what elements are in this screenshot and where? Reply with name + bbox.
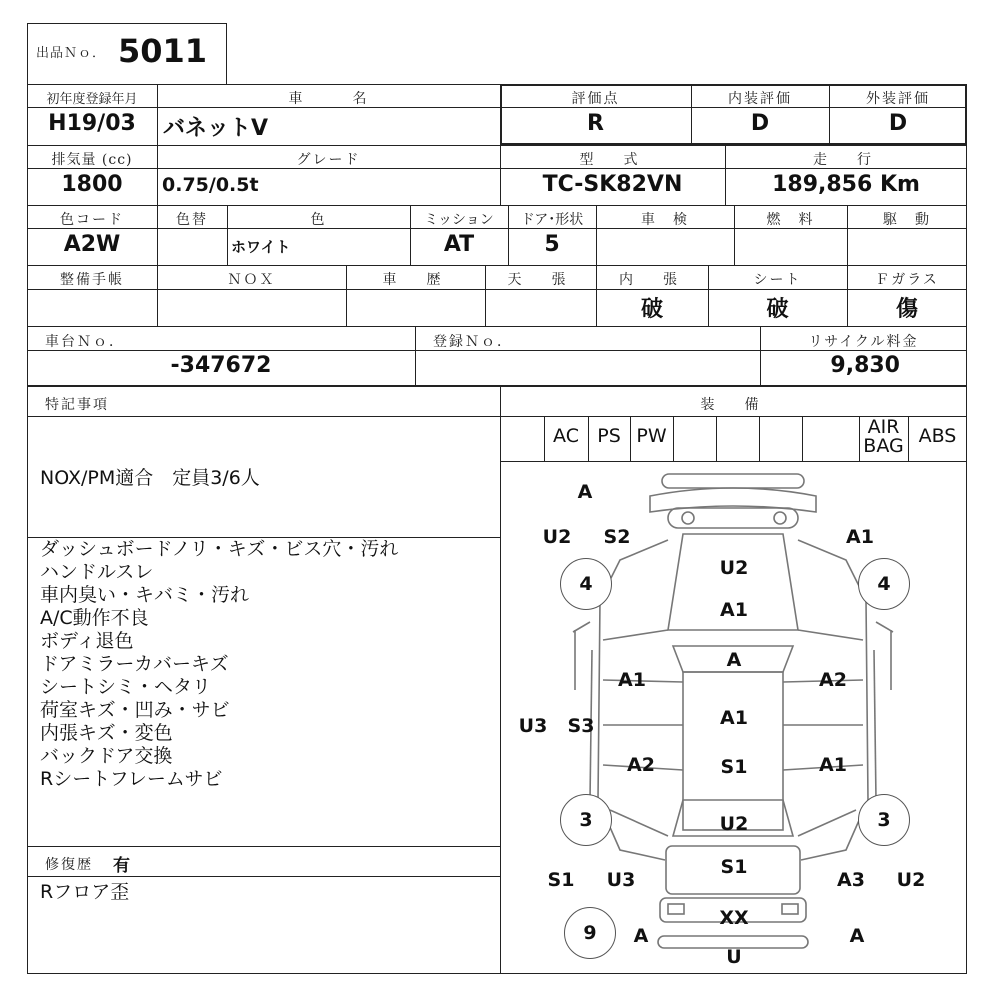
- exterior-score-value: D: [888, 111, 908, 136]
- car-name-label: 車 名: [288, 91, 369, 107]
- history-label: 車 歴: [382, 272, 449, 288]
- model-value: TC-SK82VN: [542, 172, 683, 197]
- damage-mark: XX: [719, 907, 749, 929]
- equipment-pw: PW: [636, 425, 667, 447]
- fuel-label: 燃 料: [766, 212, 815, 228]
- recycle-label: リサイクル料金: [808, 334, 919, 350]
- mileage-label: 走 行: [813, 152, 879, 168]
- damage-mark: U3: [606, 869, 636, 891]
- grade-value: 0.75/0.5t: [162, 174, 259, 196]
- note-line: バックドア交換: [40, 745, 173, 767]
- damage-mark: U: [726, 946, 742, 968]
- note-line: 内張キズ・変色: [40, 722, 173, 744]
- mileage-value: 189,856 Km: [772, 172, 920, 197]
- glass-label: Ｆガラス: [875, 272, 939, 288]
- color-label: 色: [310, 212, 327, 228]
- damage-mark: A2: [819, 669, 847, 691]
- year-value: H19/03: [48, 111, 136, 136]
- equipment-airbag: AIR BAG: [863, 416, 904, 457]
- damage-mark: A1: [618, 669, 646, 691]
- damage-mark: S1: [720, 856, 748, 878]
- note-line: Rシートフレームサビ: [40, 768, 223, 790]
- damage-mark: A1: [720, 707, 748, 729]
- wheel-rear-right: 3: [858, 794, 910, 846]
- door-label: ドア･形状: [520, 212, 584, 228]
- damage-mark: A: [577, 481, 593, 503]
- note-line: ドアミラーカバーキズ: [40, 653, 229, 675]
- lot-number: 5011: [118, 32, 208, 70]
- damage-mark: A2: [627, 754, 655, 776]
- notes-label: 特記事項: [45, 397, 109, 413]
- chassis-label: 車台Ｎｏ．: [45, 334, 125, 350]
- notes-summary: NOX/PM適合 定員3/6人: [40, 467, 260, 489]
- damage-mark: S2: [603, 526, 631, 548]
- year-label: 初年度登録年月: [46, 92, 138, 107]
- exterior-score-label: 外装評価: [866, 91, 930, 107]
- note-line: ボディ退色: [40, 630, 134, 652]
- seat-label: シート: [753, 272, 802, 288]
- repair-history-label: 修復歴: [45, 857, 93, 873]
- equipment-abs: ABS: [918, 425, 957, 447]
- damage-mark: A1: [846, 526, 874, 548]
- damage-mark: A1: [720, 599, 748, 621]
- damage-mark: A: [633, 925, 649, 947]
- damage-mark: A: [726, 649, 742, 671]
- wheel-front-left: 4: [560, 558, 612, 610]
- recolor-label: 色替: [176, 212, 208, 228]
- damage-mark: S3: [567, 715, 595, 737]
- interior-trim-label: 内 張: [619, 272, 685, 288]
- mission-label: ミッション: [424, 212, 494, 228]
- repair-detail: Rフロア歪: [40, 881, 130, 903]
- registration-label: 登録Ｎｏ．: [433, 334, 513, 350]
- seat-value: 破: [766, 297, 789, 322]
- damage-mark: A1: [819, 754, 847, 776]
- score-value: R: [587, 111, 604, 136]
- inspection-label: 車 検: [641, 212, 689, 228]
- score-label: 評価点: [571, 91, 620, 107]
- displacement-value: 1800: [61, 172, 123, 197]
- damage-mark: U2: [896, 869, 926, 891]
- damage-mark: A3: [837, 869, 865, 891]
- equipment-ps: PS: [597, 425, 621, 447]
- damage-mark: A: [849, 925, 865, 947]
- drive-label: 駆 動: [883, 212, 931, 228]
- damage-mark: U2: [719, 557, 749, 579]
- note-line: ダッシュボードノリ・キズ・ビス穴・汚れ: [40, 538, 399, 560]
- displacement-label: 排気量 (cc): [51, 152, 133, 168]
- note-line: ハンドルスレ: [40, 561, 154, 583]
- car-name-value: バネットV: [163, 116, 269, 141]
- ceiling-label: 天 張: [507, 272, 574, 288]
- chassis-value: -347672: [170, 353, 272, 378]
- damage-mark: S1: [720, 756, 748, 778]
- recycle-value: 9,830: [830, 353, 900, 378]
- equipment-ac: AC: [553, 425, 579, 447]
- service-book-label: 整備手帳: [60, 272, 124, 288]
- mission-value: AT: [443, 232, 475, 257]
- interior-score-value: D: [750, 111, 770, 136]
- note-line: シートシミ・ヘタリ: [40, 676, 212, 698]
- note-line: 車内臭い・キバミ・汚れ: [40, 584, 250, 606]
- wheel-rear-left: 3: [560, 794, 612, 846]
- wheel-front-right: 4: [858, 558, 910, 610]
- glass-value: 傷: [895, 297, 918, 322]
- model-label: 型 式: [579, 152, 646, 168]
- damage-mark: U2: [719, 813, 749, 835]
- color-code-label: 色コード: [60, 212, 124, 228]
- damage-mark: U3: [518, 715, 548, 737]
- note-line: A/C動作不良: [40, 607, 149, 629]
- notes-list: [40, 538, 498, 791]
- lot-number-label: 出品Ｎｏ．: [36, 46, 107, 61]
- color-value: ホワイト: [231, 238, 291, 256]
- interior-score-label: 内装評価: [728, 91, 792, 107]
- interior-trim-value: 破: [640, 297, 663, 322]
- note-line: 荷室キズ・凹み・サビ: [40, 699, 230, 721]
- spare-tire: 9: [564, 907, 616, 959]
- equipment-label: 装 備: [700, 397, 767, 413]
- grade-label: グレード: [296, 152, 361, 168]
- door-value: 5: [544, 232, 560, 257]
- nox-label: ＮＯＸ: [227, 272, 276, 288]
- damage-mark: S1: [547, 869, 575, 891]
- color-code-value: A2W: [63, 232, 121, 257]
- damage-mark: U2: [542, 526, 572, 548]
- repair-history-value: 有: [113, 856, 130, 876]
